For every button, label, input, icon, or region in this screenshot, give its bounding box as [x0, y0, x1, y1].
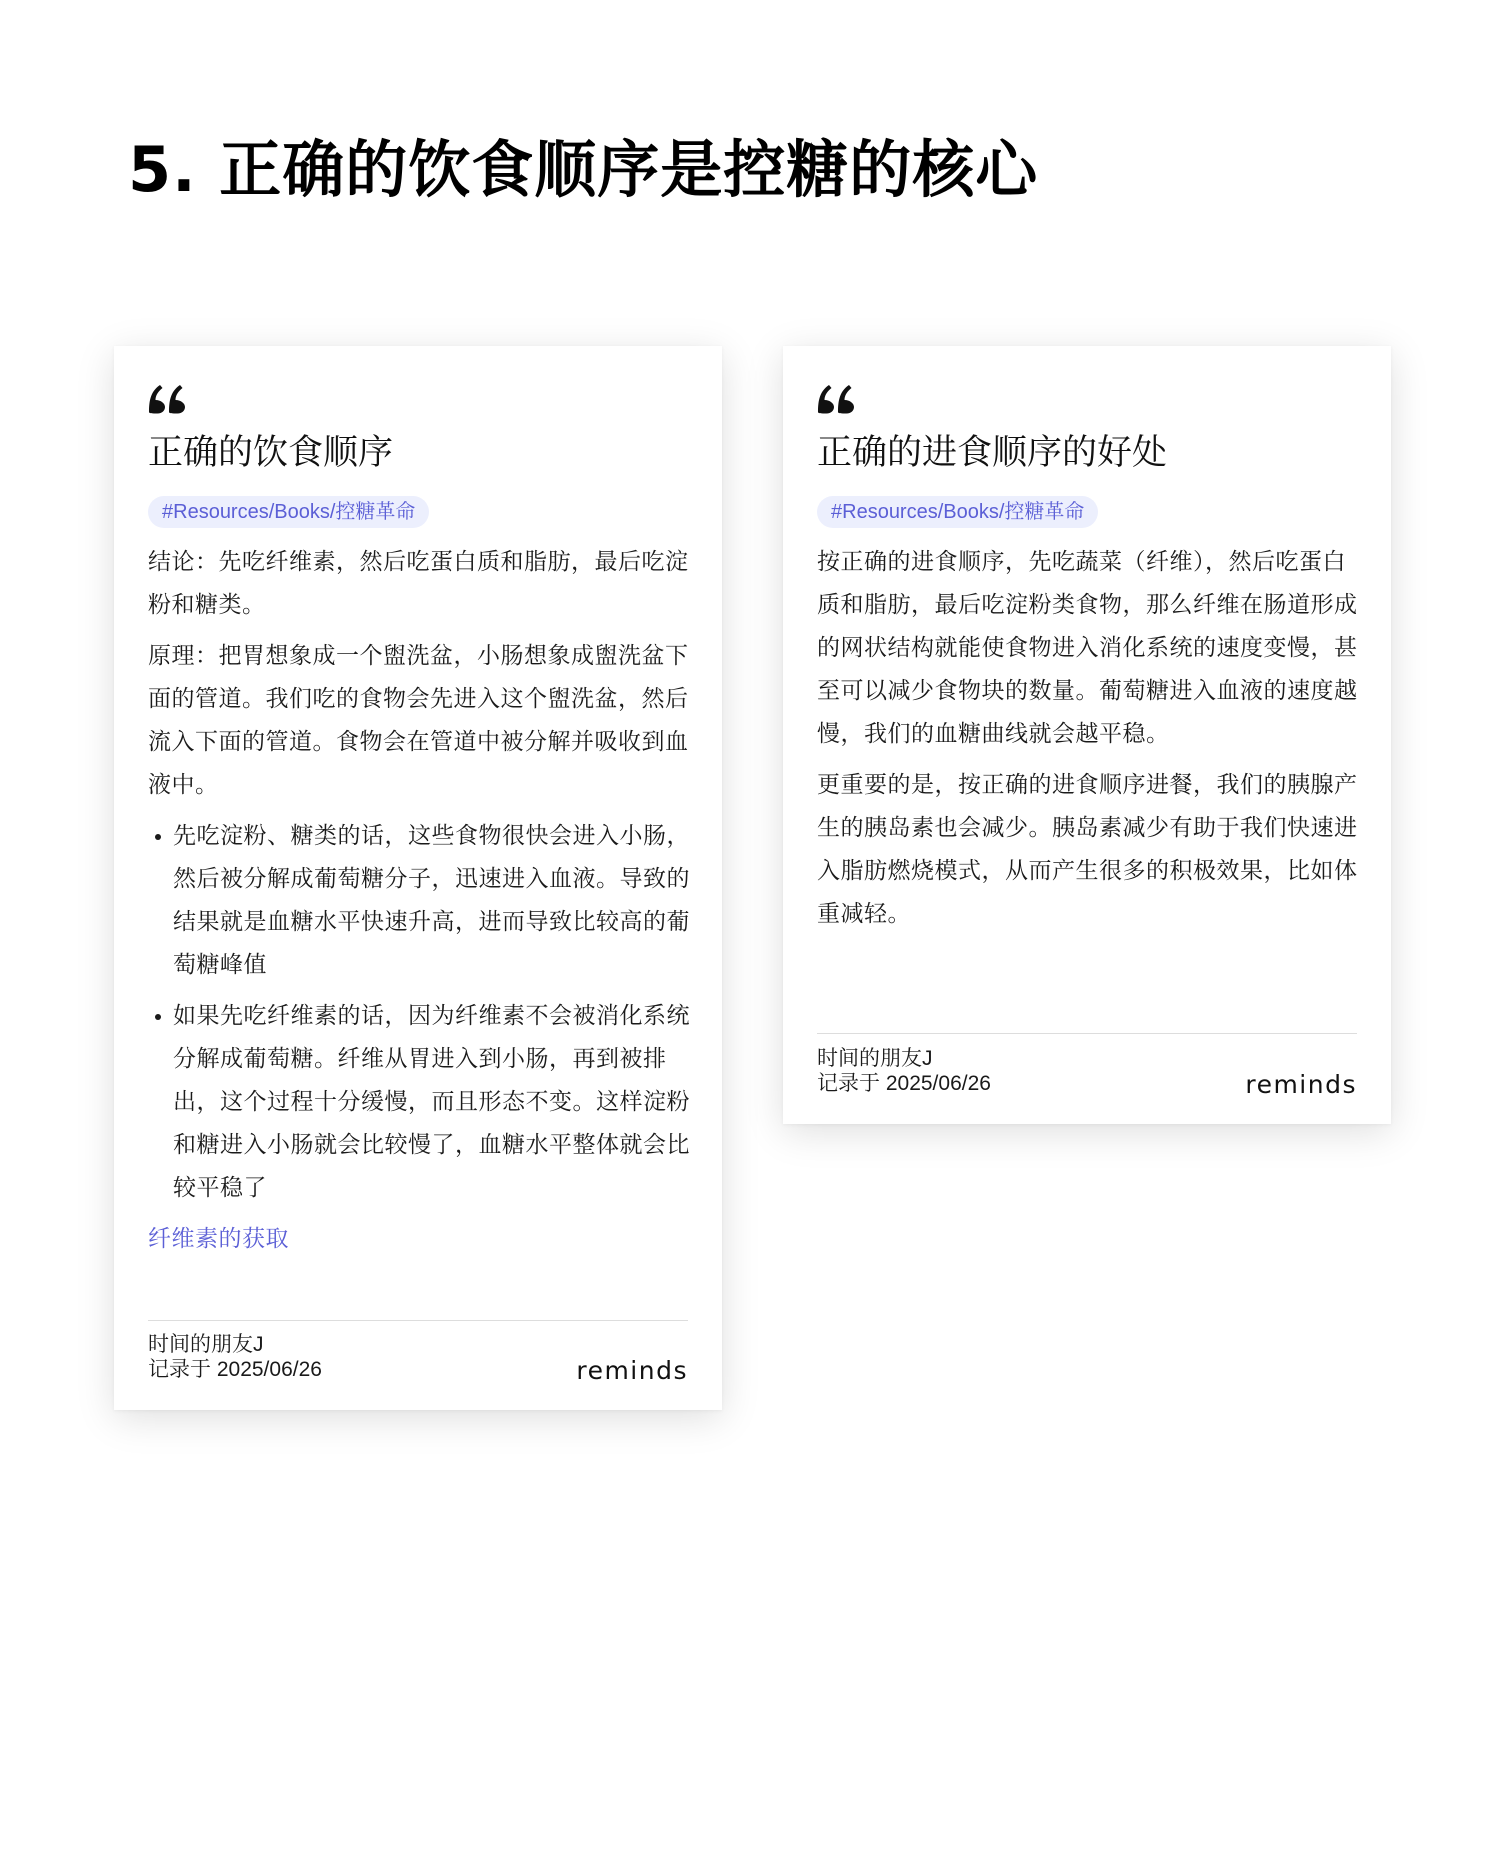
card-title: 正确的饮食顺序	[148, 433, 394, 473]
divider	[148, 1320, 688, 1321]
card-title: 正确的进食顺序的好处	[817, 433, 1168, 473]
brand-logo: reminds	[1245, 1070, 1357, 1099]
bullet-dot-icon	[155, 1014, 161, 1020]
fiber-link[interactable]: 纤维素的获取	[148, 1226, 289, 1252]
list-item-text: 先吃淀粉、糖类的话，这些食物很快会进入小肠，然后被分解成葡萄糖分子，迅速进入血液。导致的结果就是血糖水平快速升高，进而导致比较高的葡萄糖峰值	[173, 823, 690, 978]
note-card[interactable]	[783, 346, 1391, 1124]
footer-author: 时间的朋友J	[817, 1047, 933, 1070]
footer-date: 记录于 2025/06/26	[817, 1072, 991, 1095]
card-footer	[148, 1332, 688, 1388]
conclusion-paragraph: 结论：先吃纤维素，然后吃蛋白质和脂肪，最后吃淀粉和糖类。	[148, 549, 689, 618]
footer-author: 时间的朋友J	[148, 1333, 264, 1356]
tag-badge[interactable]: #Resources/Books/控糖革命	[148, 496, 429, 528]
divider	[817, 1033, 1357, 1034]
brand-logo: reminds	[576, 1356, 688, 1385]
page-title: 5. 正确的饮食顺序是控糖的核心	[128, 133, 1039, 206]
quote-icon	[816, 376, 856, 416]
card-body	[148, 541, 690, 1261]
benefit-paragraph: 按正确的进食顺序，先吃蔬菜（纤维），然后吃蛋白质和脂肪，最后吃淀粉类食物，那么纤维在肠道形成的网状结构就能使食物进入消化系统的速度变慢，甚至可以减少食物块的数量。葡萄糖进入血液的速度越慢，我们的血糖曲线就会越平稳。	[817, 549, 1358, 747]
tag-badge[interactable]: #Resources/Books/控糖革命	[817, 496, 1098, 528]
list-item	[148, 815, 690, 987]
list-item	[148, 995, 690, 1210]
insulin-paragraph: 更重要的是，按正确的进食顺序进餐，我们的胰腺产生的胰岛素也会减少。胰岛素减少有助于我们快速进入脂肪燃烧模式，从而产生很多的积极效果，比如体重减轻。	[817, 772, 1358, 927]
principle-paragraph: 原理：把胃想象成一个盥洗盆，小肠想象成盥洗盆下面的管道。我们吃的食物会先进入这个盥洗盆，然后流入下面的管道。食物会在管道中被分解并吸收到血液中。	[148, 643, 689, 798]
quote-icon	[147, 376, 187, 416]
bullet-list	[148, 815, 690, 1210]
note-card[interactable]	[114, 346, 722, 1410]
footer-date: 记录于 2025/06/26	[148, 1358, 322, 1381]
card-footer	[817, 1046, 1357, 1102]
bullet-dot-icon	[155, 834, 161, 840]
list-item-text: 如果先吃纤维素的话，因为纤维素不会被消化系统分解成葡萄糖。纤维从胃进入到小肠，再到被排出，这个过程十分缓慢，而且形态不变。这样淀粉和糖进入小肠就会比较慢了，血糖水平整体就会比较平稳了	[173, 1003, 690, 1201]
card-body	[817, 541, 1359, 944]
